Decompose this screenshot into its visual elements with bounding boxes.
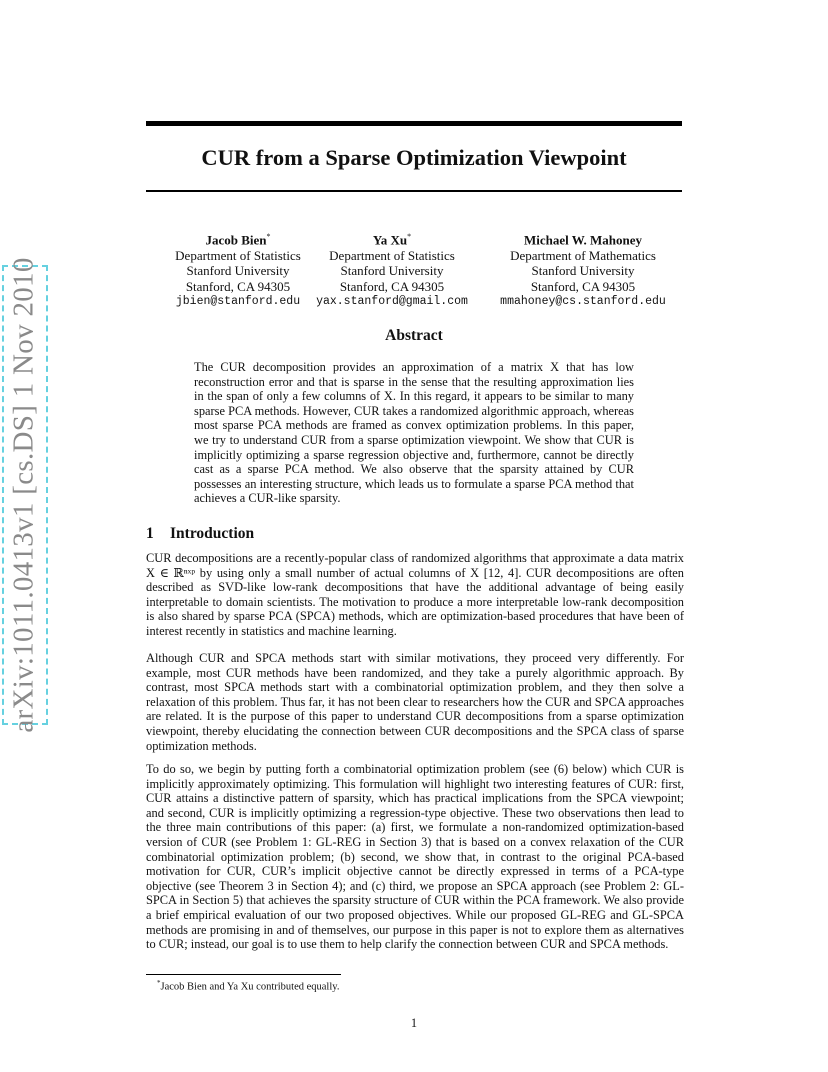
author-footnote-mark: * — [266, 232, 271, 241]
author-department: Department of Mathematics — [510, 247, 656, 263]
section-title: Introduction — [170, 525, 255, 542]
author-address: Stanford, CA 94305 — [339, 278, 445, 294]
author-name: Ya Xu — [372, 232, 408, 248]
author-university: Stanford University — [340, 263, 444, 279]
title-rule-top — [146, 121, 682, 126]
author-block — [148, 229, 328, 310]
author-email: yax.stanford@gmail.com — [316, 295, 468, 309]
body-paragraph: Although CUR and SPCA methods start with similar motivations, they proceed very differently. For example, most CUR methods have been randomized, and they take a purely algorithmic approach. By contrast, most SPCA methods start with a combinatorial optimization problem, and they then solve a relaxation of this problem. Thus far, it has not been clear to researchers how the CUR and SPCA approaches are related. It is the purpose of this paper to understand CUR decompositions from a sparse optimization viewpoint, thereby elucidating the connection between CUR decompositions and the SPCA class of sparse optimization methods. — [146, 651, 684, 753]
author-department: Department of Statistics — [329, 247, 455, 263]
author-name: Jacob Bien — [205, 232, 267, 248]
paper-title: CUR from a Sparse Optimization Viewpoint — [201, 145, 627, 170]
author-university: Stanford University — [186, 263, 290, 279]
author-email: mmahoney@cs.stanford.edu — [500, 295, 666, 309]
footnote-text: Jacob Bien and Ya Xu contributed equally. — [160, 981, 340, 993]
abstract-heading: Abstract — [385, 327, 443, 344]
section-heading — [146, 525, 682, 543]
author-block — [487, 229, 679, 310]
footnote — [157, 977, 657, 994]
author-block — [309, 229, 475, 310]
body-paragraph: To do so, we begin by putting forth a combinatorial optimization problem (see (6) below) which CUR is implicitly approximately optimizing. This formulation will highlight two interesting features of CUR: first, CUR attains a distinctive pattern of sparsity, which has practical implications from the SPCA viewpoint; and second, CUR is implicitly optimizing a regression-type objective. These two observations then lead to the three main contributions of this paper: (a) first, we formulate a non-randomized optimization-based version of CUR (see Problem 1: GL-REG in Section 3) that is based on a convex relaxation of the CUR combinatorial optimization problem; (b) second, we show that, in contrast to the original PCA-based motivation for CUR, CUR’s implicit objective cannot be directly expressed in terms of a PCA-type objective (see Theorem 3 in Section 4); and (c) third, we propose an SPCA approach (see Problem 2: GL-SPCA in Section 5) that achieves the sparsity structure of CUR within the PCA framework. We also provide a brief empirical evaluation of our two proposed objectives. While our proposed GL-REG and GL-SPCA methods are promising in and of themselves, our purpose in this paper is not to explore them as alternatives to CUR; instead, our goal is to use them to help clarify the connection between CUR and SPCA methods. — [146, 762, 684, 952]
title-rule-bottom — [146, 190, 682, 192]
footnote-mark: * — [157, 979, 161, 987]
author-department: Department of Statistics — [175, 247, 301, 263]
author-footnote-mark: * — [407, 232, 412, 241]
body-paragraph: CUR decompositions are a recently-popular class of randomized algorithms that approximate a data matrix X ∈ ℝⁿˣᵖ by using only a small number of actual columns of X [12, 4]. CUR decompositions are often described as SVD-like low-rank decompositions that have the additional advantage of being easily interpretable to domain scientists. The motivation to produce a more interpretable low-rank decomposition is also shared by sparse PCA (SPCA) methods, which are optimization-based procedures that have been of interest recently in statistics and machine learning. — [146, 551, 684, 638]
arxiv-identifier: arXiv:1011.0413v1 [cs.DS] 1 Nov 2010 — [7, 257, 40, 733]
footnote-rule — [146, 974, 341, 975]
abstract-text: The CUR decomposition provides an approximation of a matrix X that has low reconstruction error and that is sparse in the sense that the resulting approximation lies in the span of only a few columns of X. In this regard, it appears to be similar to many sparse PCA methods. However, CUR takes a randomized algorithmic approach, whereas most sparse PCA methods are framed as convex optimization problems. In this paper, we try to understand CUR from a sparse optimization viewpoint. We show that CUR is implicitly optimizing a sparse regression objective and, furthermore, cannot be directly cast as a sparse PCA method. We also observe that the sparsity attained by CUR possesses an interesting structure, which leads us to formulate a sparse PCA method that achieves a CUR-like sparsity. — [194, 360, 634, 506]
section-number: 1 — [146, 525, 154, 542]
author-university: Stanford University — [531, 263, 635, 279]
page-number: 1 — [410, 1016, 418, 1030]
author-address: Stanford, CA 94305 — [185, 278, 291, 294]
author-name: Michael W. Mahoney — [523, 232, 643, 248]
author-address: Stanford, CA 94305 — [530, 278, 636, 294]
author-email: jbien@stanford.edu — [175, 295, 301, 309]
